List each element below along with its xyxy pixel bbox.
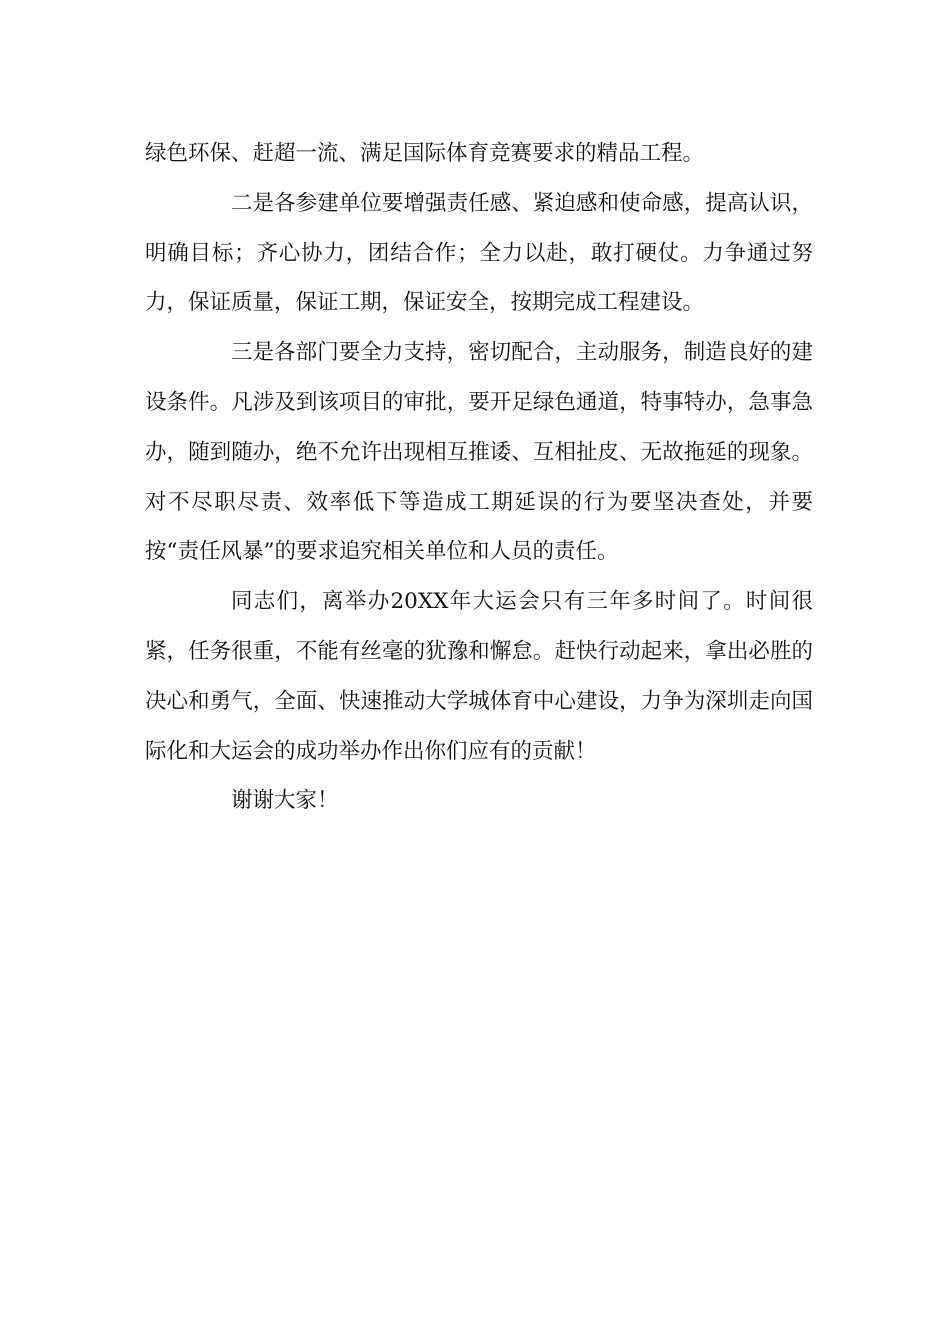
- paragraph-point-two: 二是各参建单位要增强责任感、紧迫感和使命感，提高认识，明确目标；齐心协力，团结合作；全力以赴，敢打硬仗。力争通过努力，保证质量，保证工期，保证安全，按期完成工程建设。: [145, 190, 813, 316]
- document-body: [145, 129, 813, 826]
- paragraph-closing-call: 同志们，离举办20XX年大运会只有三年多时间了。时间很紧，任务很重，不能有丝毫的犹豫和懈怠。赶快行动起来，拿出必胜的决心和勇气，全面、快速推动大学城体育中心建设，力争为深圳走向国际化和大运会的成功举办作出你们应有的贡献！: [145, 589, 813, 764]
- paragraph-point-three: 三是各部门要全力支持，密切配合，主动服务，制造良好的建设条件。凡涉及到该项目的审批，要开足绿色通道，特事特办，急事急办，随到随办，绝不允许出现相互推诿、互相扯皮、无故拖延的现象。对不尽职尽责、效率低下等造成工期延误的行为要坚决查处，并要按“责任风暴”的要求追究相关单位和人员的责任。: [145, 340, 813, 565]
- paragraph-continuation: 绿色环保、赶超一流、满足国际体育竞赛要求的精品工程。: [145, 141, 705, 166]
- paragraph-thanks: 谢谢大家！: [231, 788, 339, 814]
